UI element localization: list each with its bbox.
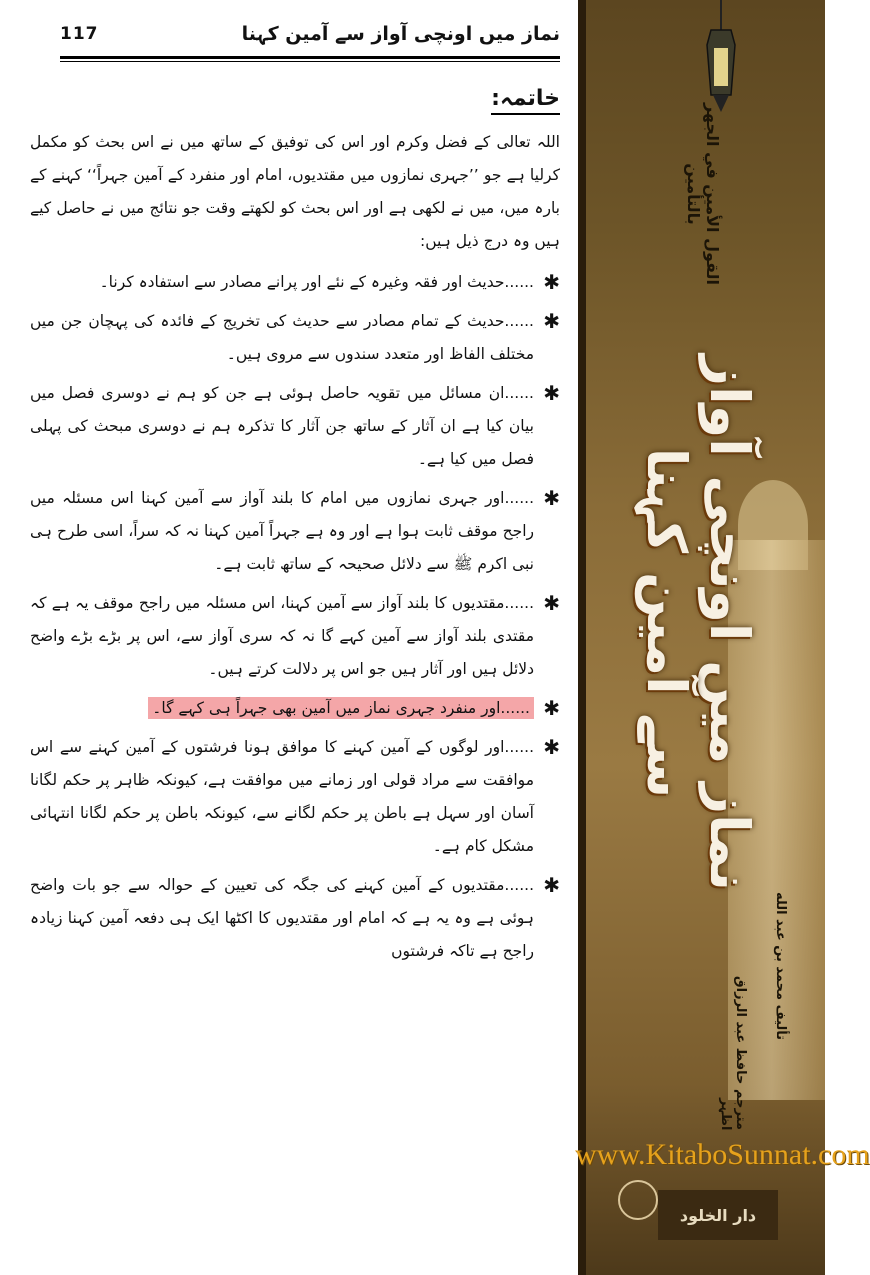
header-rule xyxy=(60,56,560,59)
page-number: 117 xyxy=(60,24,99,44)
publisher-logo: دار الخلود xyxy=(658,1190,778,1240)
intro-paragraph: اللہ تعالی کے فضل وکرم اور اس کی توفیق کے ساتھ میں نے اس بحث کو مکمل کرلیا ہے جو ’’جہری نمازوں میں مقتدیوں، امام اور منفرد کے آمین جہراً‘‘ کہنے کے بارہ میں، میں نے لکھی ہے اور اس بحث کو لکھتے وقت جو نتائج میں نے حاصل کیے ہیں وہ درج ذیل ہیں: xyxy=(30,133,560,250)
cover-compiler-name: حافظ عبد الرزاق اظہر xyxy=(718,976,748,1130)
list-item xyxy=(30,731,560,863)
bullet-icon: ✱ xyxy=(543,696,560,720)
cover-spine-edge xyxy=(578,0,586,1275)
cover-title: نماز میں اونچی آواز سے آمین کہنا xyxy=(635,355,761,891)
list-item xyxy=(30,377,560,476)
list-item xyxy=(30,305,560,371)
bullet-icon: ✱ xyxy=(543,381,560,405)
list-item-text: ......مقتدیوں کے آمین کہنے کی جگہ کی تعیین کے حوالہ سے جو بات واضح ہوئی ہے وہ یہ ہے کہ امام اور مقتدیوں کا اکٹھا ایک ہی دفعہ آمین کہنا زیادہ راجح ہے تاکہ فرشتوں xyxy=(30,876,534,960)
list-item-text: ......ان مسائل میں تقویہ حاصل ہوئی ہے جن کو ہم نے دوسری فصل میں بیان کیا ہے ان آثار کے ساتھ جن آثار کا تذکرہ ہم نے دوسری مبحث کی پہلی فصل میں کیا ہے۔ xyxy=(30,384,534,468)
bullet-icon: ✱ xyxy=(543,735,560,759)
cover-compiler xyxy=(688,950,748,1130)
list-item xyxy=(30,692,560,725)
running-title: نماز میں اونچی آواز سے آمین کہنا xyxy=(241,23,560,45)
page-header xyxy=(60,14,560,54)
list-item-text: ......اور جہری نمازوں میں امام کا بلند آواز سے آمین کہنا اس مسئلہ میں راجح موقف ثابت ہوا ہے اور وہ ہے جہراً آمین کہنا نہ کہ سراً، اسی طرح ہی نبی اکرم ﷺ سے دلائل صحیحہ کے ساتھ ثابت ہے۔ xyxy=(30,489,534,573)
list-item-text: ......حدیث اور فقہ وغیرہ کے نئے اور پرانے مصادر سے استفادہ کرنا۔ xyxy=(99,273,534,291)
bullet-icon: ✱ xyxy=(543,309,560,333)
list-item xyxy=(30,587,560,686)
section-heading: خاتمہ: xyxy=(491,86,560,115)
list-item xyxy=(30,266,560,299)
findings-list xyxy=(30,266,560,968)
list-item-text: ......اور منفرد جہری نماز میں آمین بھی جہراً ہی کہے گا۔ xyxy=(148,697,534,719)
emblem-icon xyxy=(618,1180,658,1220)
cover-subtitle: القول الأمين في الجهر بالتأمين xyxy=(684,102,722,286)
list-item xyxy=(30,869,560,968)
bullet-icon: ✱ xyxy=(543,873,560,897)
list-item xyxy=(30,482,560,581)
bullet-icon: ✱ xyxy=(543,270,560,294)
book-cover xyxy=(578,0,825,1275)
list-item-text: ......اور لوگوں کے آمین کہنے کا موافق ہونا فرشتوں کے آمین کہنے سے اس موافقت سے مراد قولی اور زمانے میں موافقت ہے، کیونکہ ظاہر پر حکم لگانا آسان اور سہل ہے باطن پر حکم لگانے سے، کیونکہ باطن پر حکم لگانا انتہائی مشکل کام ہے۔ xyxy=(30,738,534,855)
list-item-text: ......مقتدیوں کا بلند آواز سے آمین کہنا، اس مسئلہ میں راجح موقف یہ ہے کہ مقتدی بلند آواز سے آمین کہے گا نہ کہ سری آواز سے، اس پر بڑے بڑے واضح دلائل ہیں اور آثار ہیں جو اس پر دلالت کرتے ہیں۔ xyxy=(30,594,534,678)
header-rule-thin xyxy=(60,61,560,62)
cover-compiler-label: مترجم xyxy=(733,1088,748,1130)
list-item-text: ......حدیث کے تمام مصادر سے حدیث کی تخریج کے فائدہ کی پہچان جن میں مختلف الفاظ اور متعدد سندوں سے مروی ہیں۔ xyxy=(30,312,534,363)
bullet-icon: ✱ xyxy=(543,591,560,615)
cover-author-label: تألیف xyxy=(773,1004,788,1040)
page-body xyxy=(30,126,560,974)
cover-author-name: محمد بن عبد الله xyxy=(773,892,788,1001)
bullet-icon: ✱ xyxy=(543,486,560,510)
watermark: www.KitaboSunnat.com xyxy=(575,1138,870,1171)
